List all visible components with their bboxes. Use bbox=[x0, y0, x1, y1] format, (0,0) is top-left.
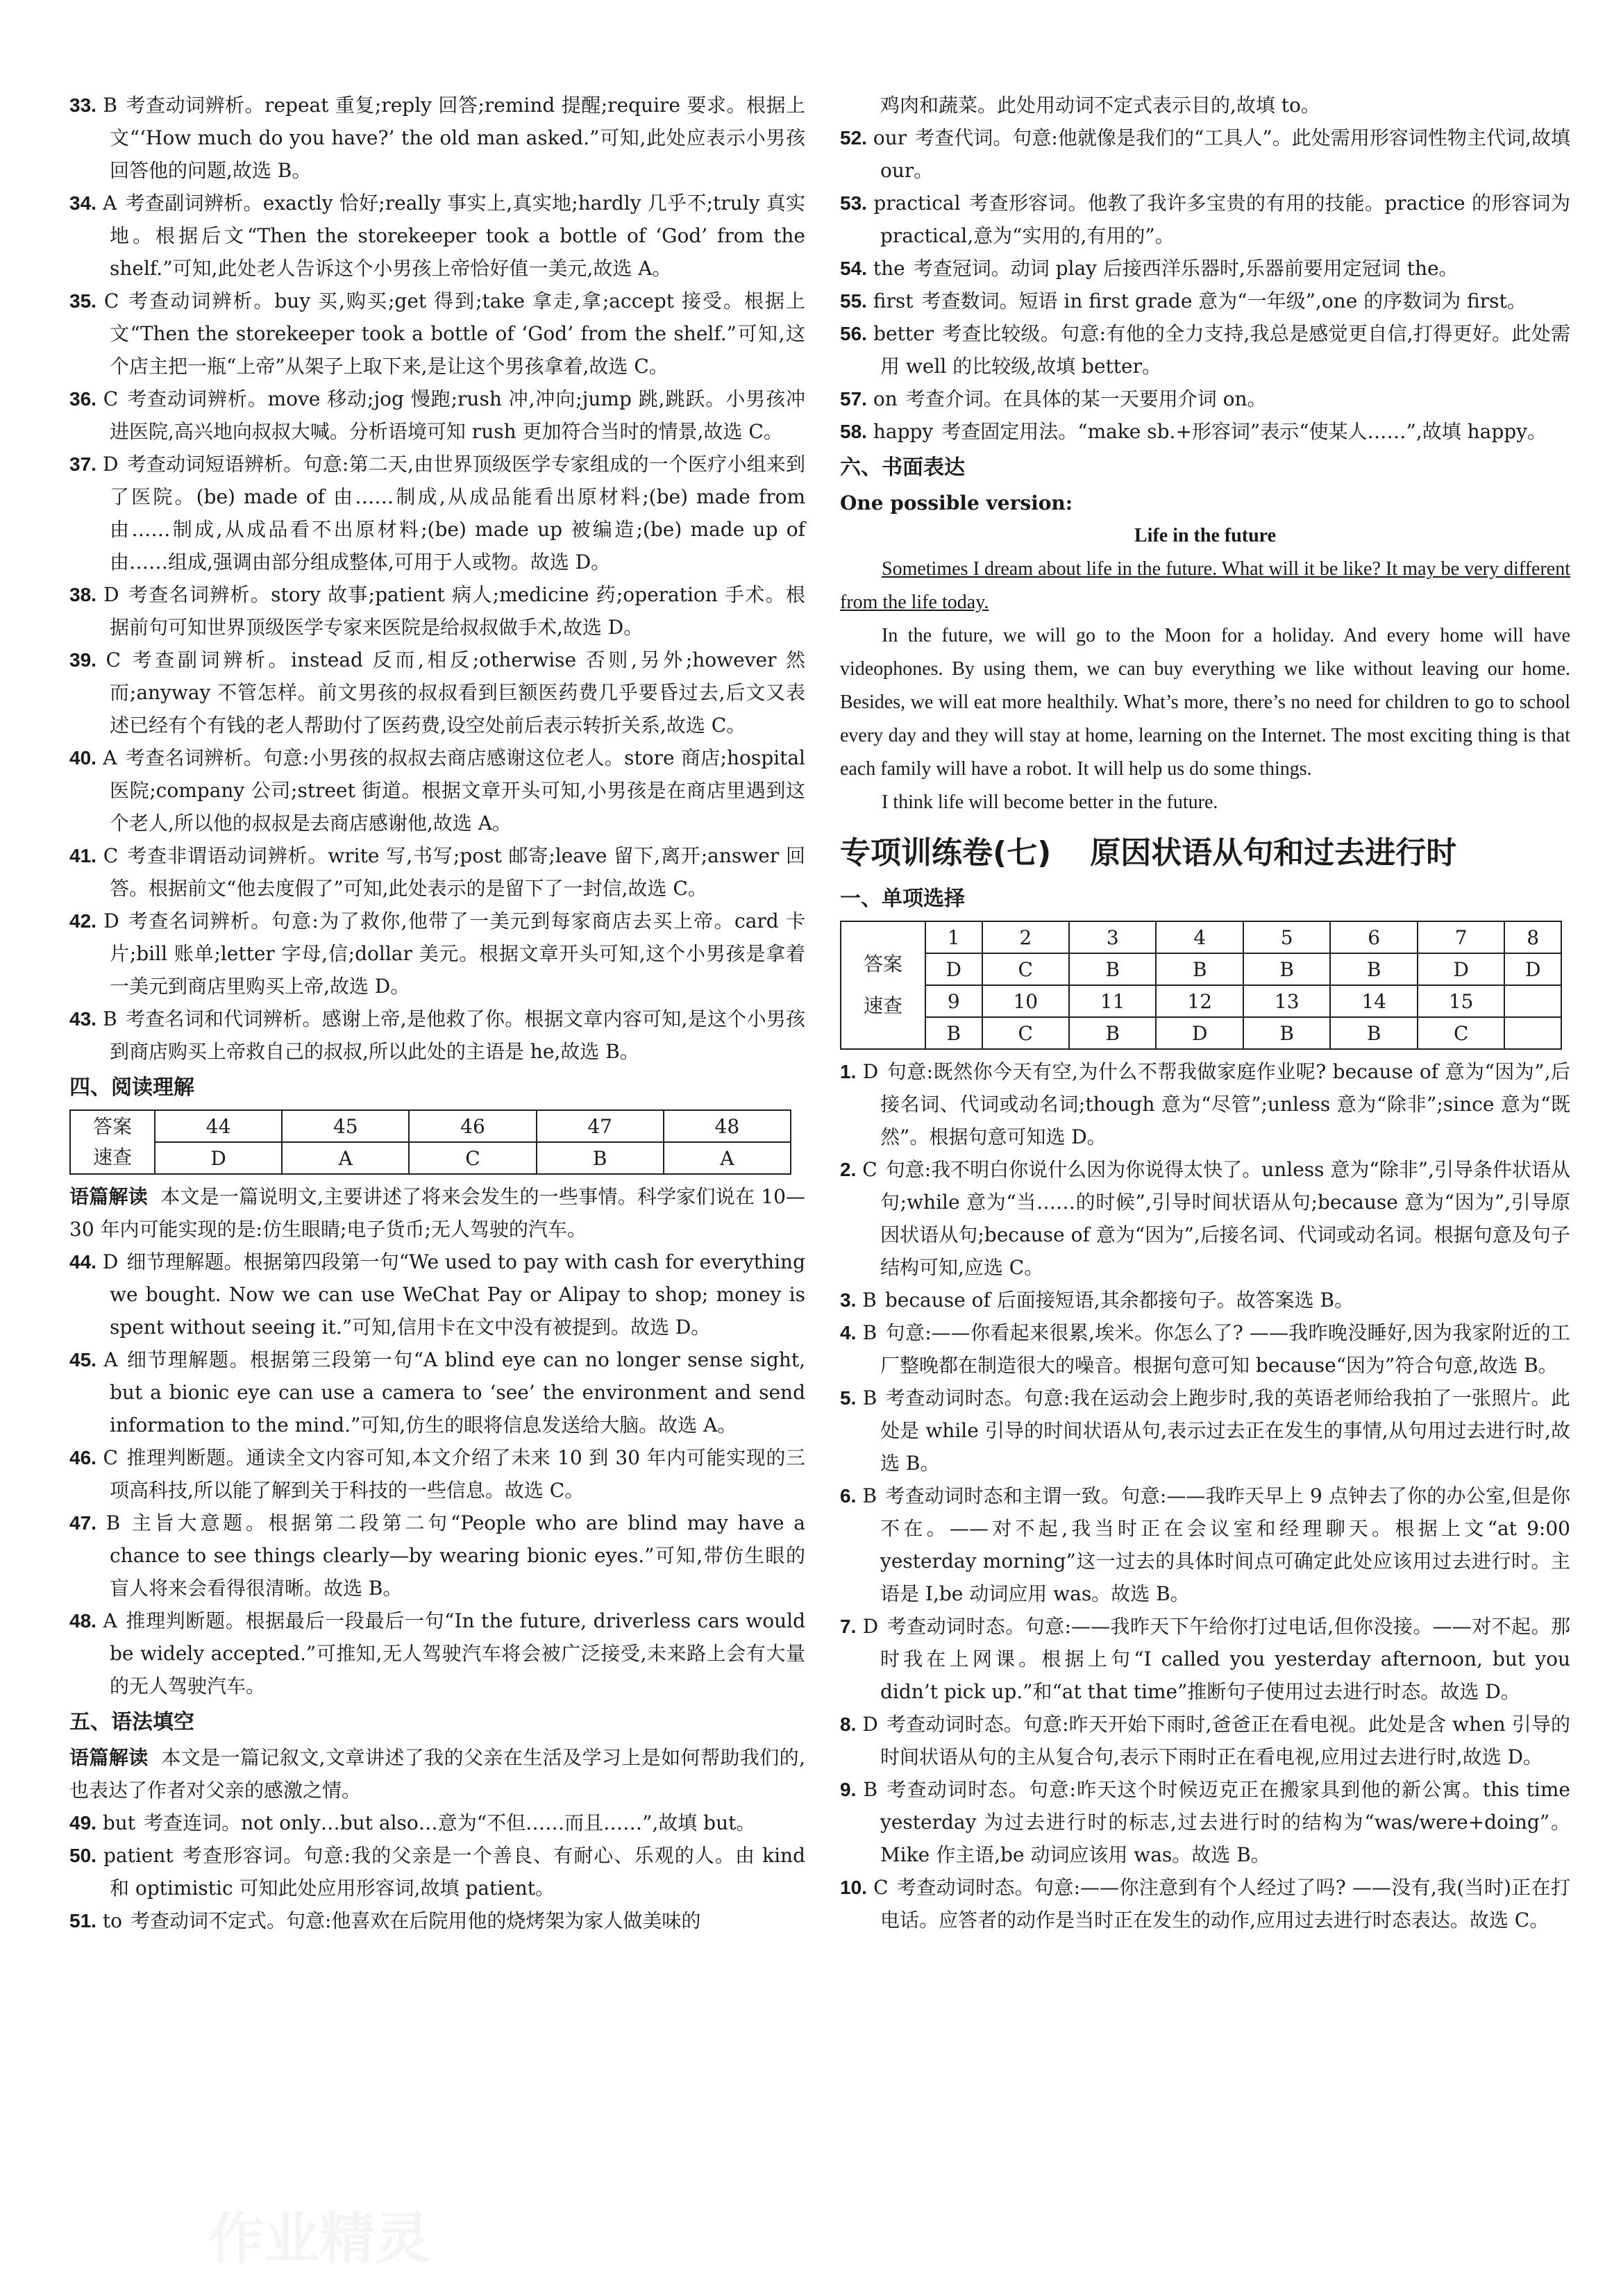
answer-item bbox=[69, 839, 805, 905]
answer-item bbox=[69, 448, 805, 578]
item-explanation: 考查名词辨析。句意:为了救你,他带了一美元到每家商店去买上帝。card 卡片;bill 账单;letter 字母,信;dollar 美元。根据文章开头可知,这个小男孩是拿着一美元到商店里购买上帝,故选 D。 bbox=[110, 910, 805, 998]
item-number: 44. bbox=[69, 1251, 96, 1273]
item-number: 36. bbox=[69, 388, 96, 410]
item-answer: C bbox=[103, 844, 119, 867]
section-title-writing: 六、书面表达 bbox=[840, 455, 965, 480]
item-explanation: 考查代词。句意:他就像是我们的“工具人”。此处需用形容词性物主代词,故填 our。 bbox=[880, 126, 1571, 182]
item-number: 50. bbox=[69, 1845, 96, 1866]
item-explanation: 考查动词时态。句意:昨天这个时候迈克正在搬家具到他的新公寓。this time yesterday 为过去进行时的标志,过去进行时的结构为“was/were+doing”。Mike 作主语,be 动词应该用 was。故选 B。 bbox=[880, 1778, 1570, 1866]
item-answer: D bbox=[862, 1615, 879, 1638]
item-number: 3. bbox=[840, 1289, 857, 1311]
item-answer: B bbox=[862, 1386, 877, 1409]
answer-item bbox=[69, 1246, 805, 1343]
table-cell: 3 bbox=[1069, 921, 1156, 953]
item-number: 5. bbox=[840, 1387, 857, 1409]
item-number: 37. bbox=[69, 453, 96, 475]
item-number: 48. bbox=[69, 1610, 96, 1632]
item-explanation: 考查名词辨析。句意:小男孩的叔叔去商店感谢这位老人。store 商店;hospital 医院;company 公司;street 街道。根据文章开头可知,小男孩是在商店里遇到这个老人,所以他的叔叔是去商店感谢他,故选 A。 bbox=[110, 746, 805, 835]
item-answer: B bbox=[103, 94, 117, 117]
item-number: 10. bbox=[840, 1877, 867, 1898]
table-cell: 2 bbox=[982, 921, 1069, 953]
choice-answers bbox=[840, 1055, 1570, 1936]
essay-paragraph: In the future, we will go to the Moon for a holiday. And every home will have videophones. By using them, we can buy everything we like without leaving our home. Besides, we will eat more healthily. What’s more, there’s no need for children to go to school every day and they will stay at home, learning on the Internet. The most exciting thing is that each family will have a robot. It will help us do some things. bbox=[840, 625, 1570, 780]
grammar-answers bbox=[69, 1807, 805, 1937]
table-cell bbox=[1504, 1017, 1561, 1049]
table-cell: 9 bbox=[925, 985, 982, 1017]
item-number: 2. bbox=[840, 1159, 857, 1180]
table-cell: B bbox=[537, 1142, 664, 1174]
grammar-answers-cont bbox=[840, 121, 1570, 448]
table-cell: C bbox=[982, 1017, 1069, 1049]
answer-item bbox=[840, 1871, 1570, 1936]
item-number: 53. bbox=[840, 192, 867, 214]
item-explanation: 句意:既然你今天有空,为什么不帮我做家庭作业呢? because of 意为“因为”,后接名词、代词或动名词;though 意为“尽管”;unless 意为“除非”;since 意为“既然”。根据句意可知选 D。 bbox=[880, 1060, 1570, 1148]
item-answer: first bbox=[873, 290, 914, 312]
choice-answer-table bbox=[840, 921, 1562, 1050]
answer-item bbox=[69, 285, 805, 383]
unit-title: 专项训练卷(七) 原因状语从句和过去进行时 bbox=[840, 835, 1457, 871]
table-cell: 1 bbox=[925, 921, 982, 953]
item-answer: happy bbox=[873, 420, 934, 443]
answer-item bbox=[840, 1316, 1570, 1382]
item-explanation: 主旨大意题。根据第二段第二句“People who are blind may have a chance to see things clearly—by wearing bionic eyes.”可知,带仿生眼的盲人将来会看得很清晰。故选 B。 bbox=[110, 1511, 805, 1600]
table-cell bbox=[1504, 985, 1561, 1017]
item-explanation: 细节理解题。根据第四段第一句“We used to pay with cash for everything we bought. Now we can use WeChat Pay or Alipay to shop; money is spent without seeing it.”可知,信用卡在文中没有被提到。故选 D。 bbox=[110, 1250, 806, 1339]
item-number: 49. bbox=[69, 1812, 96, 1834]
answer-item bbox=[840, 1055, 1570, 1153]
right-column bbox=[840, 89, 1570, 1936]
item-number: 46. bbox=[69, 1447, 96, 1468]
item-number: 39. bbox=[69, 649, 96, 671]
table-cell: 14 bbox=[1330, 985, 1417, 1017]
item-explanation: 细节理解题。根据第三段第一句“A blind eye can no longer sense sight, but a bionic eye can use a camera to ‘see’ the environment and send information to the mind.”可知,仿生的眼将信息发送给大脑。故选 A。 bbox=[110, 1348, 805, 1436]
answer-item bbox=[840, 1773, 1570, 1871]
item-answer: patient bbox=[103, 1844, 174, 1867]
item-answer: B bbox=[862, 1289, 877, 1312]
table-cell: C bbox=[982, 953, 1069, 985]
answer-item bbox=[840, 1284, 1570, 1316]
item-number: 6. bbox=[840, 1485, 857, 1507]
answer-item bbox=[69, 1343, 805, 1441]
item-answer: A bbox=[103, 746, 117, 769]
item-answer: C bbox=[873, 1876, 889, 1899]
table-cell: B bbox=[1156, 953, 1243, 985]
answer-item bbox=[69, 383, 805, 448]
table-cell: 8 bbox=[1504, 921, 1561, 953]
item-explanation: 考查副词辨析。exactly 恰好;really 事实上,真实地;hardly 几乎不;truly 真实地。根据后文“Then the storekeeper took a bottle of ‘God’ from the shelf.”可知,此处老人告诉这个小男孩上帝恰好值一美元,故选 A。 bbox=[110, 192, 805, 280]
watermark: 作业精灵 bbox=[208, 2206, 430, 2271]
item-answer: better bbox=[873, 322, 934, 345]
table-label: 答案 速查 bbox=[841, 921, 925, 1049]
answer-item bbox=[69, 1003, 805, 1068]
item-number: 34. bbox=[69, 192, 96, 214]
item-explanation: because of 后面接短语,其余都接句子。故答案选 B。 bbox=[884, 1289, 1354, 1312]
item-number: 45. bbox=[69, 1349, 96, 1371]
item-answer: B bbox=[106, 1511, 121, 1534]
cloze-answers bbox=[69, 89, 805, 1068]
answer-item bbox=[840, 415, 1570, 448]
item-explanation: 考查动词时态。句意:——我昨天下午给你打过电话,但你没接。——对不起。那时我在上网课。根据上句“I called you yesterday afternoon, but you didn’t pick up.”和“at that time”推断句子使用过去进行时态。故选 D。 bbox=[880, 1615, 1570, 1703]
item-number: 33. bbox=[69, 94, 96, 116]
item-number: 52. bbox=[840, 127, 867, 149]
answer-item bbox=[69, 1807, 805, 1839]
table-cell: 48 bbox=[664, 1110, 791, 1142]
section-title-grammar: 五、语法填空 bbox=[69, 1710, 194, 1734]
table-cell: C bbox=[1418, 1017, 1504, 1049]
item-explanation: 考查动词时态和主谓一致。句意:——我昨天早上 9 点钟去了你的办公室,但是你不在。——对不起,我当时正在会议室和经理聊天。根据上文“at 9:00 yesterday morning”这一过去的具体时间点可确定此处应该用过去进行时。主语是 I,be 动词应用 was。故选 B。 bbox=[880, 1484, 1570, 1605]
item-explanation: 考查动词时态。句意:——你注意到有个人经过了吗? ——没有,我(当时)正在打电话。应答者的动作是当时正在发生的动作,应用过去进行时态表达。故选 C。 bbox=[880, 1876, 1570, 1932]
item-answer: practical bbox=[873, 192, 961, 215]
item-explanation: 考查冠词。动词 play 后接西洋乐器时,乐器前要用定冠词 the。 bbox=[913, 257, 1459, 280]
item-answer: C bbox=[103, 1446, 118, 1469]
item-explanation: 考查动词辨析。buy 买,购买;get 得到;take 拿走,拿;accept 接受。根据上文“Then the storekeeper took a bottle of ‘God’ from the shelf.”可知,这个店主把一瓶“上帝”从架子上取下来,是让这个男孩拿着,故选 C。 bbox=[110, 290, 806, 378]
item-explanation: 考查动词时态。句意:我在运动会上跑步时,我的英语老师给我拍了一张照片。此处是 while 引导的时间状语从句,表示过去正在发生的事情,从句用过去进行时,故选 B。 bbox=[880, 1386, 1570, 1475]
table-cell: B bbox=[1069, 1017, 1156, 1049]
item-answer: C bbox=[103, 387, 119, 410]
answer-item bbox=[840, 252, 1570, 285]
item-answer: A bbox=[103, 192, 117, 215]
item-answer: A bbox=[103, 1609, 117, 1632]
item-number: 58. bbox=[840, 421, 867, 442]
item-number: 54. bbox=[840, 258, 867, 279]
item-number: 38. bbox=[69, 584, 96, 605]
table-cell: 45 bbox=[282, 1110, 409, 1142]
table-cell: 11 bbox=[1069, 985, 1156, 1017]
answer-item bbox=[840, 121, 1570, 187]
answer-item bbox=[840, 1610, 1570, 1708]
table-cell: 13 bbox=[1243, 985, 1330, 1017]
answer-item bbox=[840, 1153, 1570, 1284]
table-cell: 4 bbox=[1156, 921, 1243, 953]
item-answer: D bbox=[862, 1060, 879, 1083]
answer-item bbox=[69, 644, 805, 741]
table-cell: D bbox=[1504, 953, 1561, 985]
item-explanation: 推理判断题。根据最后一段最后一句“In the future, driverless cars would be widely accepted.”可推知,无人驾驶汽车将会被广泛接受,未来路上会有大量的无人驾驶汽车。 bbox=[110, 1609, 805, 1698]
table-cell: 7 bbox=[1418, 921, 1504, 953]
item-number: 41. bbox=[69, 845, 96, 866]
answer-item bbox=[840, 1480, 1570, 1610]
answer-item bbox=[69, 1604, 805, 1702]
item-number: 43. bbox=[69, 1008, 96, 1030]
item-number: 8. bbox=[840, 1713, 857, 1735]
item-answer: D bbox=[103, 583, 119, 606]
item-explanation: 考查形容词。句意:我的父亲是一个善良、有耐心、乐观的人。由 kind 和 optimistic 可知此处应用形容词,故填 patient。 bbox=[110, 1844, 806, 1900]
item-answer: A bbox=[103, 1348, 118, 1371]
item-explanation: 考查动词短语辨析。句意:第二天,由世界顶级医学专家组成的一个医疗小组来到了医院。(be) made of 由……制成,从成品能看出原材料;(be) made from 由……制成,从成品看不出原材料;(be) made up 被编造;(be) made up of 由……组成,强调由部分组成整体,可用于人或物。故选 D。 bbox=[110, 453, 805, 573]
item-answer: B bbox=[862, 1321, 877, 1344]
answer-item bbox=[69, 1441, 805, 1507]
item-answer: D bbox=[103, 453, 119, 476]
item-explanation: 考查副词辨析。instead 反而,相反;otherwise 否则,另外;however 然而;anyway 不管怎样。前文男孩的叔叔看到巨额医药费几乎要昏过去,后文又表述已经有个有钱的老人帮助付了医药费,设空处前后表示转折关系,故选 C。 bbox=[110, 648, 806, 737]
section-title-reading: 四、阅读理解 bbox=[69, 1075, 194, 1100]
item-number: 7. bbox=[840, 1616, 857, 1637]
item-number: 35. bbox=[69, 290, 96, 312]
item-answer: D bbox=[862, 1713, 878, 1736]
item-answer: C bbox=[103, 290, 119, 312]
table-cell: 46 bbox=[409, 1110, 536, 1142]
section-title-choice: 一、单项选择 bbox=[840, 887, 965, 911]
table-cell: C bbox=[409, 1142, 536, 1174]
item-explanation: 考查连词。not only…but also…意为“不但……而且……”,故填 but。 bbox=[144, 1811, 756, 1834]
answer-item bbox=[840, 383, 1570, 415]
item-explanation: 推理判断题。通读全文内容可知,本文介绍了未来 10 到 30 年内可能实现的三项高科技,所以能了解到关于科技的一些信息。故选 C。 bbox=[110, 1446, 806, 1502]
answer-item bbox=[840, 1382, 1570, 1480]
item-answer: B bbox=[863, 1778, 878, 1801]
item-number: 51. bbox=[69, 1910, 96, 1932]
table-cell: 10 bbox=[982, 985, 1069, 1017]
passage-summary: 语篇解读 本文是一篇记叙文,文章讲述了我的父亲在生活及学习上是如何帮助我们的,也表达了作者对父亲的感激之情。 bbox=[69, 1746, 805, 1802]
item-number: 57. bbox=[840, 388, 867, 410]
essay-paragraph: I think life will become better in the future. bbox=[882, 791, 1218, 813]
answer-item bbox=[69, 187, 805, 285]
item-answer: on bbox=[873, 387, 898, 410]
item-explanation: 考查动词不定式。句意:他喜欢在后院用他的烧烤架为家人做美味的 bbox=[130, 1909, 701, 1932]
table-cell: D bbox=[925, 953, 982, 985]
answer-item bbox=[840, 187, 1570, 252]
table-cell: A bbox=[664, 1142, 791, 1174]
answer-item bbox=[69, 1507, 805, 1604]
item-answer: C bbox=[862, 1158, 877, 1181]
answer-item bbox=[69, 89, 805, 187]
answer-item bbox=[69, 905, 805, 1003]
continued-text: 鸡肉和蔬菜。此处用动词不定式表示目的,故填 to。 bbox=[880, 94, 1320, 117]
reading-answers bbox=[69, 1246, 805, 1702]
item-answer: our bbox=[873, 126, 907, 149]
item-explanation: 考查动词辨析。move 移动;jog 慢跑;rush 冲,冲向;jump 跳,跳跃。小男孩冲进医院,高兴地向叔叔大喊。分析语境可知 rush 更加符合当时的情景,故选 C。 bbox=[110, 387, 805, 443]
table-cell: 15 bbox=[1418, 985, 1504, 1017]
item-explanation: 考查动词时态。句意:昨天开始下雨时,爸爸正在看电视。此处是含 when 引导的时间状语从句的主从复合句,表示下雨时正在看电视,应用过去进行时,故选 D。 bbox=[880, 1713, 1570, 1768]
table-cell: B bbox=[1330, 1017, 1417, 1049]
table-cell: B bbox=[1069, 953, 1156, 985]
answer-item bbox=[840, 1708, 1570, 1773]
item-answer: D bbox=[102, 1250, 119, 1273]
item-number: 9. bbox=[840, 1779, 857, 1800]
table-cell: A bbox=[282, 1142, 409, 1174]
item-number: 55. bbox=[840, 290, 867, 312]
answer-item bbox=[69, 578, 805, 644]
essay-title: Life in the future bbox=[1134, 525, 1277, 546]
item-explanation: 句意:——你看起来很累,埃米。你怎么了? ——我昨晚没睡好,因为我家附近的工厂整晚都在制造很大的噪音。根据句意可知 because“因为”符合句意,故选 B。 bbox=[880, 1321, 1570, 1377]
item-explanation: 考查形容词。他教了我许多宝贵的有用的技能。practice 的形容词为 practical,意为“实用的,有用的”。 bbox=[880, 192, 1571, 247]
item-explanation: 考查动词辨析。repeat 重复;reply 回答;remind 提醒;require 要求。根据上文“‘How much do you have?’ the old man asked.”可知,此处应表示小男孩回答他的问题,故选 B。 bbox=[110, 94, 805, 182]
table-cell: B bbox=[1243, 953, 1330, 985]
item-answer: the bbox=[873, 257, 905, 280]
item-explanation: 考查数词。短语 in first grade 意为“一年级”,one 的序数词为 first。 bbox=[921, 290, 1527, 312]
item-explanation: 考查非谓语动词辨析。write 写,书写;post 邮寄;leave 留下,离开;answer 回答。根据前文“他去度假了”可知,此处表示的是留下了一封信,故选 C。 bbox=[110, 844, 805, 900]
item-answer: C bbox=[106, 648, 121, 671]
item-number: 47. bbox=[69, 1512, 96, 1534]
answer-item bbox=[840, 317, 1570, 383]
item-explanation: 考查比较级。句意:有他的全力支持,我总是感觉更自信,打得更好。此处需用 well 的比较级,故填 better。 bbox=[880, 322, 1570, 378]
table-cell: D bbox=[155, 1142, 282, 1174]
answer-item bbox=[69, 1904, 805, 1937]
table-cell: 47 bbox=[537, 1110, 664, 1142]
table-cell: D bbox=[1156, 1017, 1243, 1049]
version-label: One possible version: bbox=[840, 492, 1073, 514]
item-explanation: 考查介词。在具体的某一天要用介词 on。 bbox=[905, 387, 1267, 410]
item-number: 40. bbox=[69, 747, 96, 769]
reading-answer-table bbox=[69, 1109, 791, 1175]
item-number: 56. bbox=[840, 323, 867, 344]
table-cell: 5 bbox=[1243, 921, 1330, 953]
essay-paragraph: Sometimes I dream about life in the future. What will it be like? It may be very different from the life today. bbox=[840, 558, 1570, 613]
item-answer: D bbox=[103, 910, 119, 932]
answer-item bbox=[69, 1839, 805, 1904]
item-answer: B bbox=[103, 1007, 117, 1030]
table-cell: 12 bbox=[1156, 985, 1243, 1017]
table-cell: B bbox=[1243, 1017, 1330, 1049]
table-cell: B bbox=[925, 1017, 982, 1049]
item-answer: to bbox=[102, 1909, 122, 1932]
item-explanation: 句意:我不明白你说什么因为你说得太快了。unless 意为“除非”,引导条件状语从句;while 意为“当……的时候”,引导时间状语从句;because 意为“因为”,引导原因状语从句;because of 意为“因为”,后接名词、代词或动名词。根据句意及句子结构可知,应选 C。 bbox=[880, 1158, 1570, 1279]
table-cell: 44 bbox=[155, 1110, 282, 1142]
table-label: 答案 速查 bbox=[70, 1110, 155, 1174]
answer-item bbox=[840, 285, 1570, 317]
table-cell: 6 bbox=[1330, 921, 1417, 953]
passage-summary: 语篇解读 本文是一篇说明文,主要讲述了将来会发生的一些事情。科学家们说在 10—30 年内可能实现的是:仿生眼睛;电子货币;无人驾驶的汽车。 bbox=[69, 1185, 805, 1241]
answer-item bbox=[69, 741, 805, 839]
table-cell: D bbox=[1418, 953, 1504, 985]
left-column bbox=[69, 89, 805, 1937]
item-number: 4. bbox=[840, 1322, 857, 1343]
item-number: 1. bbox=[840, 1061, 857, 1082]
item-answer: B bbox=[862, 1484, 877, 1507]
table-cell: B bbox=[1330, 953, 1417, 985]
item-number: 42. bbox=[69, 910, 96, 932]
item-explanation: 考查名词和代词辨析。感谢上帝,是他救了你。根据文章内容可知,是这个小男孩到商店购买上帝救自己的叔叔,所以此处的主语是 he,故选 B。 bbox=[110, 1007, 805, 1063]
item-explanation: 考查固定用法。“make sb.+形容词”表示“使某人……”,故填 happy。 bbox=[941, 420, 1547, 443]
item-answer: but bbox=[102, 1811, 136, 1834]
item-explanation: 考查名词辨析。story 故事;patient 病人;medicine 药;operation 手术。根据前句可知世界顶级医学专家来医院是给叔叔做手术,故选 D。 bbox=[110, 583, 805, 639]
